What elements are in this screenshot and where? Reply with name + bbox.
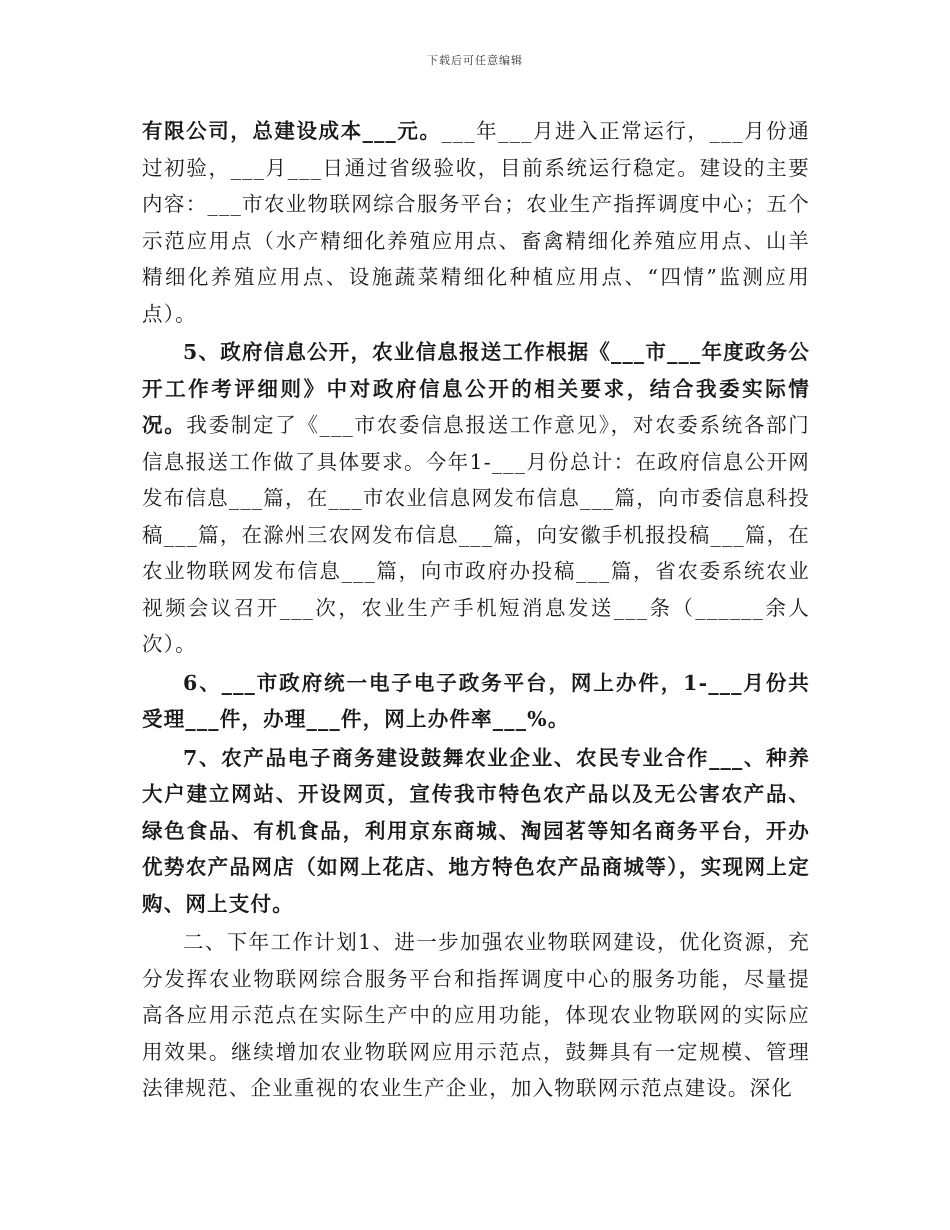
paragraph-5 <box>142 334 810 663</box>
paragraph-5-heading: 5、政府信息公开，农业信息报送工作根据《___市___年度政务公开工作考评细则》中对政府信息公开的相关要求，结合我委实际情况。 <box>142 340 810 437</box>
paragraph-4-text: ___年___月进入正常运行，___月份通过初验，___月___日通过省级验收，目前系统运行稳定。建设的主要内容：___市农业物联网综合服务平台；农业生产指挥调度中心；五个示范应用点（水产精细化养殖应用点、畜禽精细化养殖应用点、山羊精细化养殖应用点、设施蔬菜精细化种植应用点、“四情”监测应用点）。 <box>142 119 810 326</box>
paragraph-7: 7、农产品电子商务建设鼓舞农业企业、农民专业合作___、种养大户建立网站、开设网页，宣传我市特色农产品以及无公害农产品、绿色食品、有机食品，利用京东商城、淘园茗等知名商务平台，开办优势农产品网店（如网上花店、地方特色农产品商城等），实现网上定购、网上支付。 <box>142 745 810 916</box>
section-2-plan: 二、下年工作计划1、进一步加强农业物联网建设，优化资源，充分发挥农业物联网综合服务平台和指挥调度中心的服务功能，尽量提高各应用示范点在实际生产中的应用功能，体现农业物联网的实际应用效果。继续增加农业物联网应用示范点，鼓舞具有一定规模、管理法律规范、企业重视的农业生产企业，加入物联网示范点建设。深化 <box>142 930 810 1100</box>
paragraph-4-continuation <box>142 113 810 332</box>
paragraph-5-text: 我委制定了《___市农委信息报送工作意见》，对农委系统各部门信息报送工作做了具体要求。今年1-___月份总计：在政府信息公开网发布信息___篇，在___市农业信息网发布信息___篇，向市委信息科投稿___篇，在滁州三农网发布信息___篇，向安徽手机报投稿___篇，在农业物联网发布信息___篇，向市政府办投稿___篇，省农委系统农业视频会议召开___次，农业生产手机短消息发送___条（______余人次）。 <box>142 413 811 656</box>
paragraph-6: 6、___市政府统一电子电子政务平台，网上办件，1-___月份共受理___件，办理___件，网上办件率___%。 <box>142 670 810 731</box>
page-header: 下载后可任意编辑 <box>427 54 523 67</box>
paragraph-4-bold-text: 有限公司，总建设成本___元。 <box>142 119 442 143</box>
document-body <box>142 113 810 1107</box>
